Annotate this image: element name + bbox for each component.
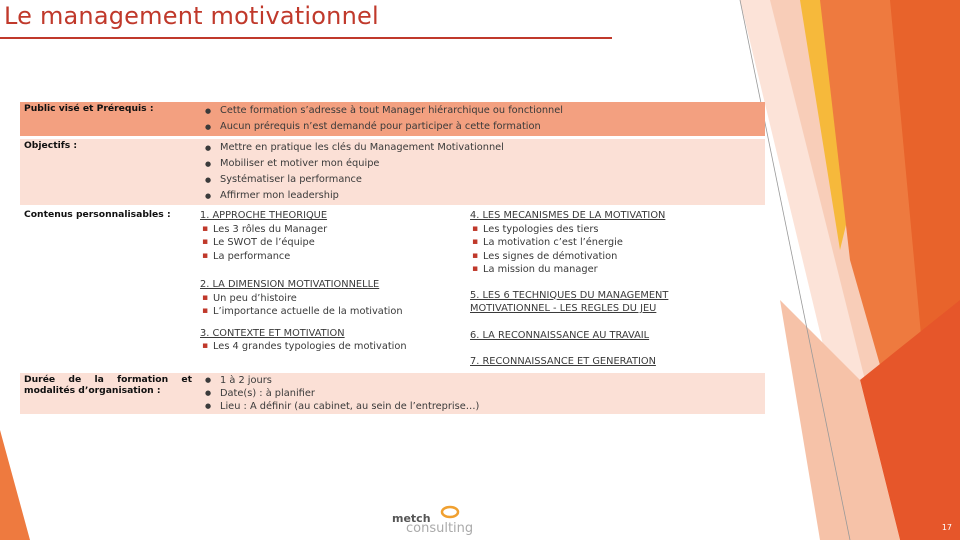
list-item: ● Cette formation s’adresse à tout Manager hiérarchique ou fonctionnel [200,103,761,119]
list-item: ▪ La mission du manager [470,263,760,277]
content-column-left [200,209,470,369]
row-label: Objectifs : [20,139,196,205]
section-title: 1. APPROCHE THEORIQUE [200,210,328,221]
list-item: ▪ Les typologies des tiers [470,223,760,237]
section-title: 4. LES MECANISMES DE LA MOTIVATION [470,210,666,221]
row-label: Contenus personnalisables : [20,208,196,370]
row-content [196,139,765,205]
list-item: ▪ La motivation c’est l’énergie [470,236,760,250]
row-contenus [20,208,765,370]
list-item: ▪ Les 4 grandes typologies de motivation [200,340,470,354]
list-item: ● Affirmer mon leadership [200,188,761,204]
row-objectifs [20,139,765,205]
logo-text: metch [392,512,431,525]
section-title: 5. LES 6 TECHNIQUES DU MANAGEMENT [470,289,669,301]
deco-left-orange [0,430,30,540]
section-title: 6. LA RECONNAISSANCE AU TRAVAIL [470,329,650,341]
row-content [196,102,765,136]
page-title: Le management motivationnel [4,2,379,30]
section-title-cont: MOTIVATIONNEL - LES REGLES DU JEU [470,303,657,314]
list-item: ▪ L’importance actuelle de la motivation [200,305,470,319]
logo-text-sub: consulting [406,521,474,536]
list-item: ▪ Un peu d’histoire [200,292,470,306]
company-logo [392,504,474,538]
list-item: ● Systématiser la performance [200,172,761,188]
row-content [196,208,765,370]
section-title: 3. CONTEXTE ET MOTIVATION [200,327,345,339]
title-underline [0,37,612,39]
row-label: Durée de la formation et modalités d’organisation : [20,373,196,414]
list-item: ● 1 à 2 jours [200,374,761,387]
list-item: ▪ Le SWOT de l’équipe [200,236,470,250]
list-item: ▪ Les 3 rôles du Manager [200,223,470,237]
page-number: 17 [941,523,952,532]
section-title: 2. LA DIMENSION MOTIVATIONNELLE [200,279,380,290]
row-duree [20,373,765,414]
list-item: ▪ La performance [200,250,470,264]
content-column-right [470,209,760,369]
row-content [196,373,765,414]
section-title: 7. RECONNAISSANCE ET GENERATION [470,356,656,367]
list-item: ● Aucun prérequis n’est demandé pour participer à cette formation [200,119,761,135]
list-item: ▪ Les signes de démotivation [470,250,760,264]
list-item: ● Mettre en pratique les clés du Management Motivationnel [200,140,761,156]
list-item: ● Lieu : A définir (au cabinet, au sein de l’entreprise…) [200,400,761,413]
info-table [20,99,765,417]
row-public [20,102,765,136]
row-label: Public visé et Prérequis : [20,102,196,136]
list-item: ● Mobiliser et motiver mon équipe [200,156,761,172]
list-item: ● Date(s) : à planifier [200,387,761,400]
